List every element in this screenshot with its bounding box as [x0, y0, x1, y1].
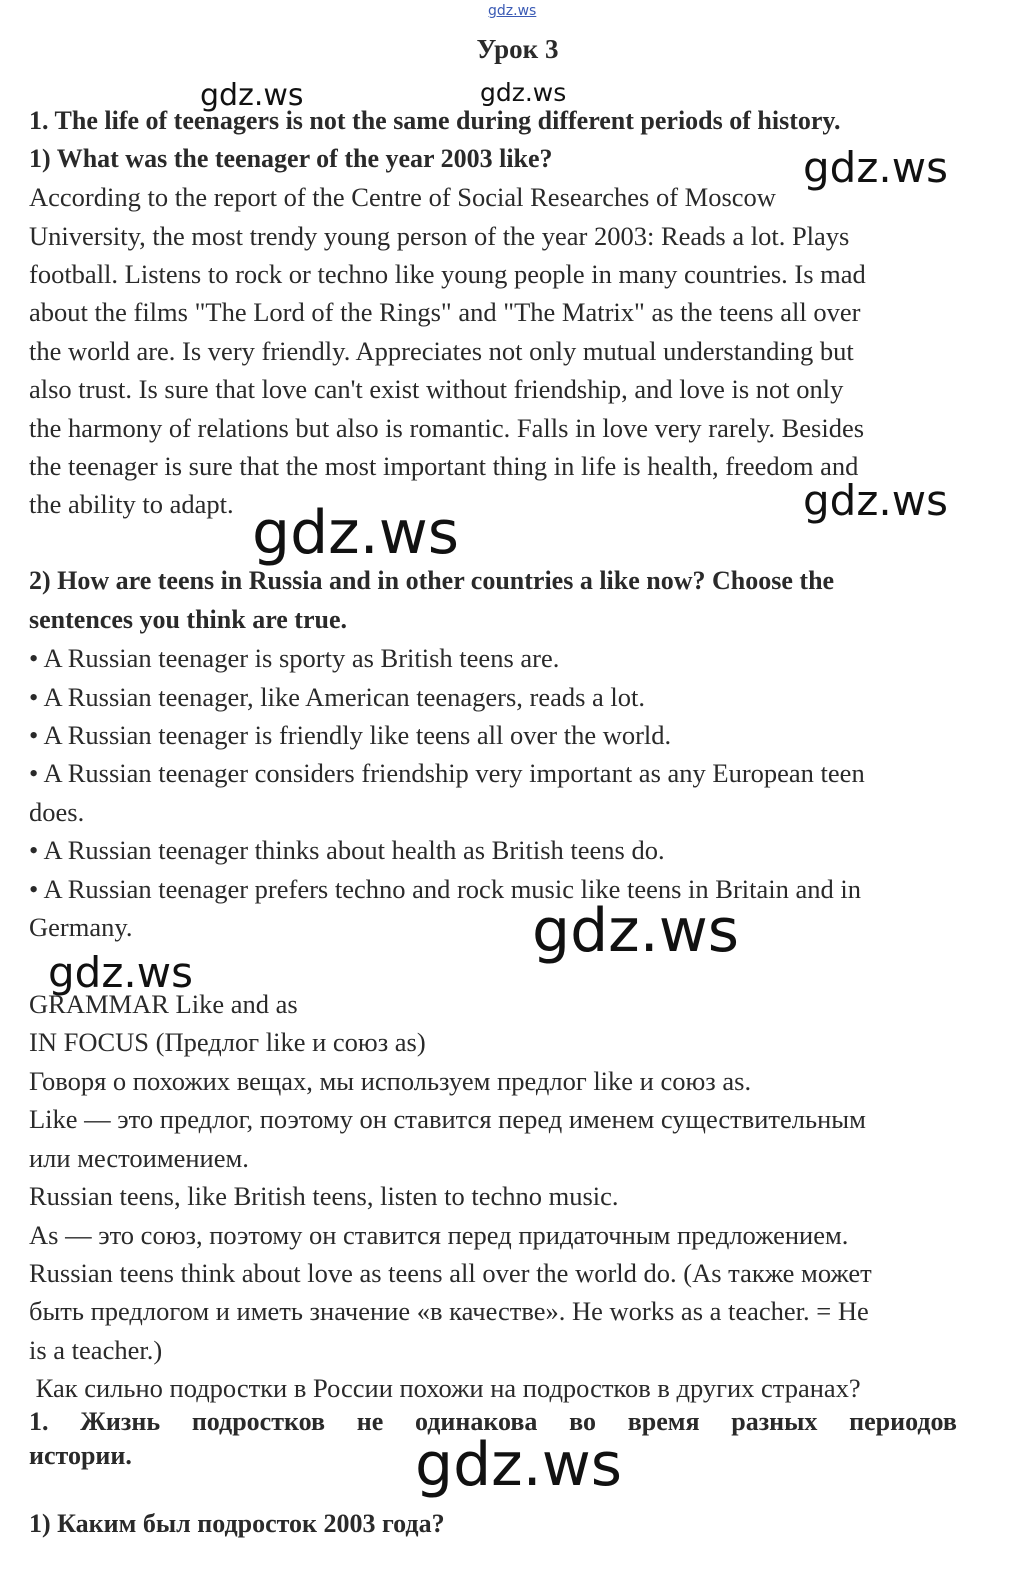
- heading-word: не: [356, 1407, 384, 1436]
- section2-bullet: Germany.: [29, 912, 133, 942]
- section1-question: 1) What was the teenager of the year 2003 like?: [29, 144, 553, 173]
- heading-word: Жизнь: [80, 1407, 161, 1436]
- watermark: gdz.ws: [48, 948, 193, 997]
- grammar-line: Russian teens, like British teens, listen to techno music.: [29, 1181, 619, 1211]
- heading-word: одинакова: [414, 1407, 538, 1436]
- section1-text-line: also trust. Is sure that love can't exist without friendship, and love is not only: [29, 374, 844, 404]
- grammar-line: быть предлогом и иметь значение «в качестве». He works as a teacher. = He: [29, 1296, 869, 1326]
- section2-bullet: • A Russian teenager prefers techno and rock music like teens in Britain and in: [29, 874, 862, 904]
- grammar-line: Like — это предлог, поэтому он ставится перед именем существительным: [29, 1104, 866, 1134]
- section1-text-line: the harmony of relations but also is romantic. Falls in love very rarely. Besides: [29, 413, 865, 443]
- grammar-line: или местоимением.: [29, 1143, 249, 1173]
- section1-text-line: the ability to adapt.: [29, 489, 234, 519]
- translation-heading-line2: истории.: [29, 1441, 132, 1470]
- watermark: gdz.ws: [803, 476, 948, 525]
- heading-word: разных: [731, 1407, 818, 1436]
- section1-text-line: According to the report of the Centre of Social Researches of Moscow: [29, 182, 776, 212]
- section2-bullet: • A Russian teenager is sporty as British teens are.: [29, 643, 560, 673]
- heading-word: время: [627, 1407, 700, 1436]
- translation-question: 1) Каким был подросток 2003 года?: [29, 1509, 445, 1538]
- watermark: gdz.ws: [252, 498, 460, 568]
- section2-bullet: • A Russian teenager thinks about health as British teens do.: [29, 835, 665, 865]
- heading-word: периодов: [849, 1407, 957, 1436]
- watermark: gdz.ws: [803, 143, 948, 192]
- section1-text-line: the world are. Is very friendly. Appreciates not only mutual understanding but: [29, 336, 854, 366]
- section2-bullet: • A Russian teenager considers friendship very important as any European teen: [29, 758, 865, 788]
- section1-text-line: football. Listens to rock or techno like young people in many countries. Is mad: [29, 259, 866, 289]
- section1-text-line: about the films "The Lord of the Rings" and "The Matrix" as the teens all over: [29, 297, 861, 327]
- section1-text-line: the teenager is sure that the most important thing in life is health, freedom and: [29, 451, 859, 481]
- watermark: gdz.ws: [200, 78, 304, 113]
- section2-question-line: 2) How are teens in Russia and in other countries a like now? Choose the: [29, 566, 835, 595]
- watermark: gdz.ws: [532, 896, 740, 966]
- heading-word: 1.: [29, 1407, 49, 1436]
- section2-bullet: • A Russian teenager, like American teenagers, reads a lot.: [29, 682, 646, 712]
- section2-question-line: sentences you think are true.: [29, 605, 348, 634]
- section2-bullet: • A Russian teenager is friendly like teens all over the world.: [29, 720, 672, 750]
- section1-text-line: University, the most trendy young person of the year 2003: Reads a lot. Plays: [29, 221, 850, 251]
- translation-intro: Как сильно подростки в России похожи на подростков в других странах?: [29, 1373, 861, 1403]
- grammar-line: GRAMMAR Like and as: [29, 989, 298, 1019]
- section1-heading: 1. The life of teenagers is not the same during different periods of history.: [29, 106, 841, 135]
- grammar-line: is a teacher.): [29, 1335, 163, 1365]
- section2-bullet: does.: [29, 797, 85, 827]
- watermark: gdz.ws: [415, 1430, 623, 1500]
- grammar-line: Russian teens think about love as teens all over the world do. (As также может: [29, 1258, 872, 1288]
- lesson-title: Урок 3: [476, 34, 559, 64]
- grammar-line: IN FOCUS (Предлог like и союз as): [29, 1027, 426, 1057]
- watermark: gdz.ws: [480, 78, 567, 107]
- grammar-line: Говоря о похожих вещах, мы используем предлог like и союз as.: [29, 1066, 752, 1096]
- heading-word: подростков: [191, 1407, 325, 1436]
- top-watermark-link[interactable]: gdz.ws: [488, 3, 537, 19]
- grammar-line: As — это союз, поэтому он ставится перед придаточным предложением.: [29, 1220, 849, 1250]
- heading-word: во: [569, 1407, 596, 1436]
